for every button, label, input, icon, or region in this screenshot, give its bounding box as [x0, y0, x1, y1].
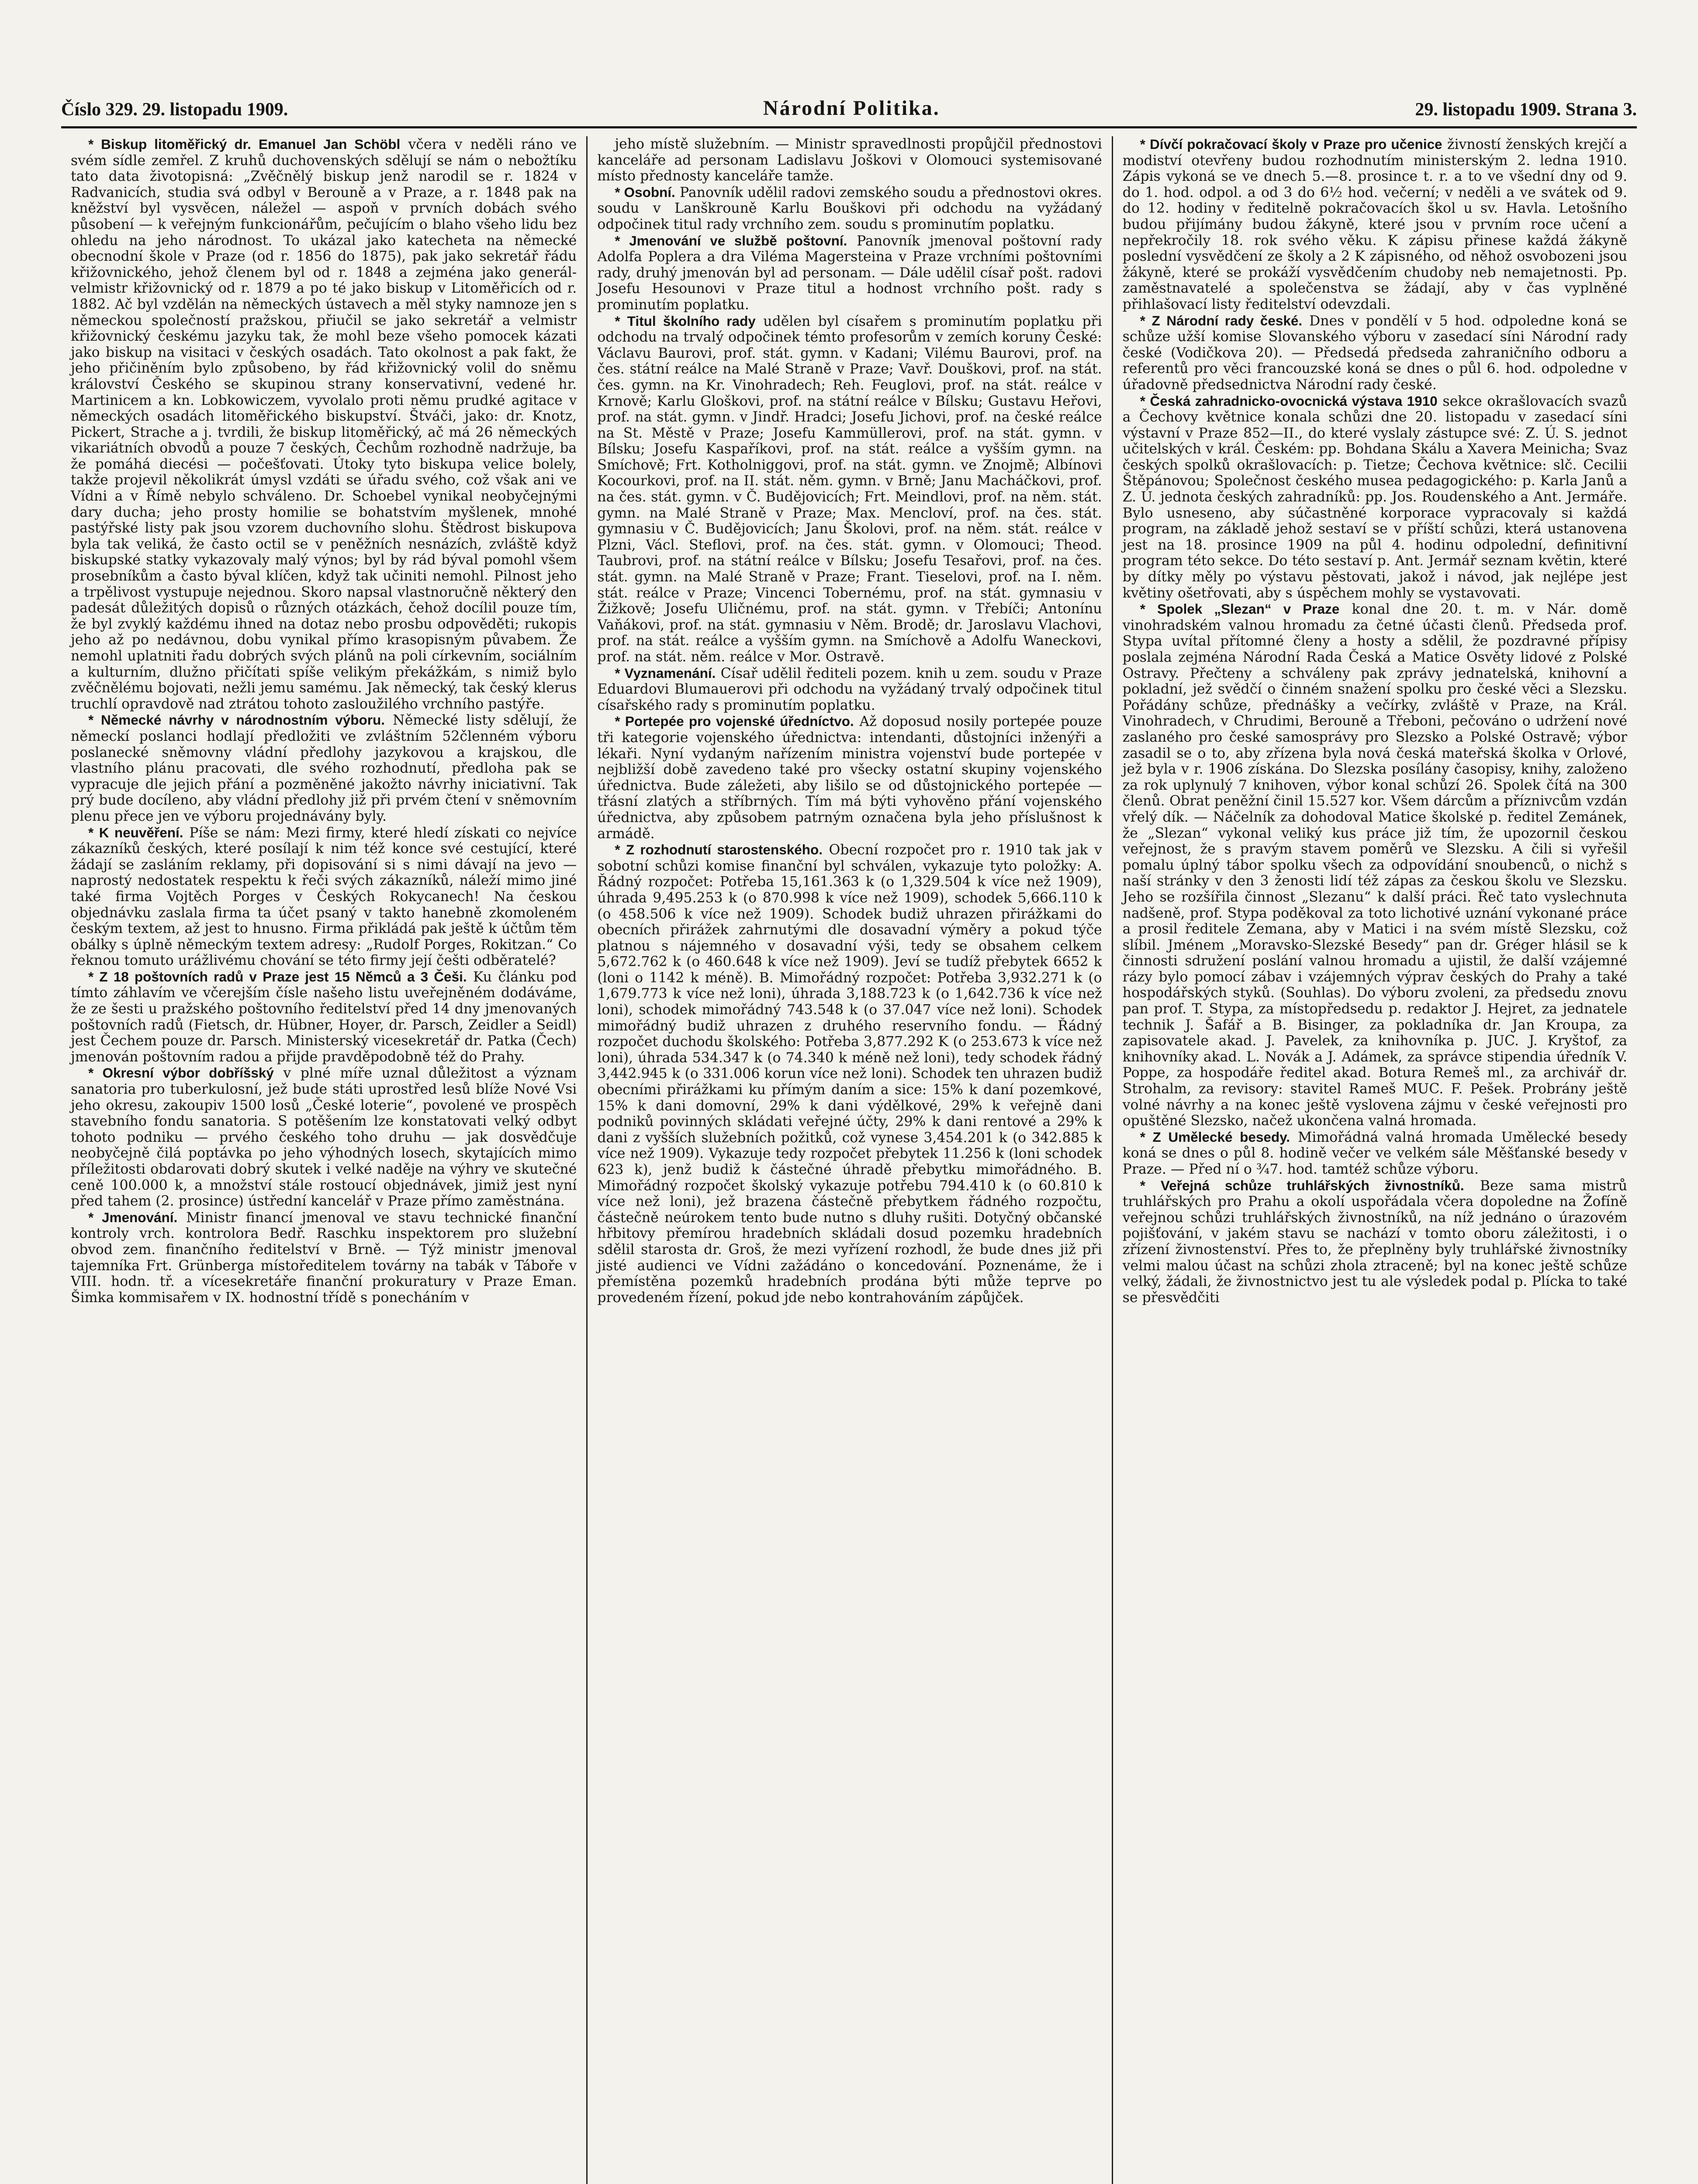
article-paragraph	[597, 233, 1102, 313]
article-body: včera v neděli ráno ve svém sídle zemřel. Z kruhů duchovenských sdělují se nám o nebožtíku tato data životopisná: „Zvěčnělý biskup jenž narodil se r. 1824 v Radvanicích, studia svá odbyl v Berouně a v Praze, a r. 1848 pak na kněžství byl vysvěcen, náležel — aspoň v prvních dobách svého působení — k veřejným funkcionářům, pečujícím o blaho všeho lidu bez ohledu na jeho národnost. To ukázal jako katecheta na německé obecnodní škole v Praze (od r. 1856 do 1875), pak jako sekretář řádu křižovnického, jehož členem byl od r. 1848 a zejména jako generál-velmistr křižovnický od r. 1879 a po té jako biskup v Litoměřicích od r. 1882. Ač byl vzdělán na německých ústavech a měl styky namnoze jen s německou společností pražskou, přiučil se jako sekretář a velmistr křižovnický českému jazyku tak, že mohl beze všeho pomocek kázati jako biskup na visitaci v českých osadách. Tato okolnost a pak fakt, že jeho přičiněním bylo způsobeno, by řád křižovnický volil do sněmu království Českého se skupinou strany konservativní, vedené hr. Martinicem a kn. Lobkowiczem, vyvolalo proti němu prudké agitace v německých osadách litoměřického biskupství. Štváči, jako: dr. Knotz, Pickert, Strache a j. tvrdili, že biskup litoměřický, ač má 26 německých vikariátních obvodů a pouze 7 českých, Čechům rozhodně nadržuje, ba že pomáhá diecési — počešťovati. Útoky tyto biskupa velice bolely, takže projevil několikrát úmysl vzdáti se úřadu svého, což však ani ve Vídni a v Římě nebylo schváleno. Dr. Schoebel vynikal neobyčejnými dary ducha; jeho prosty homilie se bohatstvím myšlenek, mnohé pastýřské listy pak jsou vzorem duchovního slohu. Štědrost biskupova byla tak veliká, že často octil se v peněžních nesnázích, zvláště když biskupské statky vykazovaly malý výnos; byl by rád býval pomohl všem prosebníkům a často býval klíčen, když tak učiniti nemohl. Pilnost jeho a trpělivost vystupuje nejednou. Skoro napsal vlastnoručně některý den padesát důležitých dopisů o různých otázkách, čehož docílil pouze tím, že byl zvyklý každému ihned na dotaz nebo prosbu odpověděti; rukopis jeho až po nedávnou, dobu vynikal přímo krasopisným půvabem. Že nemohl uplatniti řadu dobrých svých plánů na poli církevním, sociálním a kulturním, dlužno přičítati spíše velikým překážkám, s nimiž bylo zvěčnělému bojovati, nežli jemu samému. Jak německý, tak český klerus truchlí opravdově nad ztrátou tohoto zasloužilého vrchního pastýře.	[71, 137, 577, 712]
article-paragraph	[1123, 601, 1627, 1129]
article-paragraph	[597, 713, 1102, 842]
article-headline: * Z Národní rady české.	[1140, 312, 1303, 328]
article-headline: * Dívčí pokračovací školy v Praze pro učenice	[1140, 136, 1442, 152]
article-paragraph	[597, 136, 1102, 184]
article-body: Beze sama mistrů truhlářských pro Prahu a okolí uspořádala včera dopoledne na Žofíně veřejnou schůzi truhlářských živnostníků, na níž jednáno o úrazovém pojišťování, v jakém stavu se nachází v tomto oboru záležitosti, i o zřízení živnostenství. Přes to, že přeplněny byly truhlářské živnostníky velmi malou účast na schůzi zhola ztraceně; byl na konec ještě schůze velký, žádali, že živnostnictvo jest tu ale výsledek podal p. Plícka to také se přesvědčiti	[1122, 1178, 1628, 1306]
article-paragraph	[597, 842, 1102, 1306]
article-body: Obecní rozpočet pro r. 1910 tak jak v sobotní schůzi komise finanční byl schválen, vykazuje tyto položky: A. Řádný rozpočet: Potřeba 15,161.363 k (o 1,329.504 k více než 1909), úhrada 9,495.253 k (o 870.998 k více než 1909), schodek 5,666.110 k (o 458.506 k více než 1909). Schodek budiž uhrazen přirážkami do obecních přirážek zahrnutými dle dosavadní výměry a pokud týče platnou s nájemného v dosavadní výši, tedy se obsahem celkem 5,672.762 k (o 460.648 k více než 1909). Jeví se tudíž přebytek 6652 k (loni o 1142 k méně). B. Mimořádný rozpočet: Potřeba 3,932.271 k (o 1,679.773 k více než loni), úhrada 3,188.723 k (o 1,642.736 k více než loni), schodek mimořádný 743.548 k (o 37.047 více než loni). Schodek mimořádný budiž uhrazen z druhého reservního fondu. — Řádný rozpočet duchodu školského: Potřeba 3,877.292 K (o 253.673 k více než loni), úhrada 534.347 k (o 74.340 k méně než loni), tedy schodek řádný 3,442.945 k (o 331.006 korun více než loni). Schodek ten uhrazen budiž obecními přirážkami ku přímým daním a sice: 15% k daní pozemkové, 15% k dani domovní, 29% k dani výdělkové, 29% k veřejně dani podniků povinných skládati veřejné účty, 29% k dani rentové a 29% k dani z vyšších služebních požitků, což vynese 3,454.201 k (o 342.885 k více než 1909). Vykazuje tedy rozpočet přebytek 11.256 k (loni schodek 623 k), jenž budiž k částečné úhradě přebytku mimořádného. B. Mimořádný rozpočet školský vykazuje potřebu 794.410 k (o 60.810 k více než loni), jež brazena částečně přebytkem řádného rozpočtu, částečně neúrokem tento bude nutno s dluhy rušiti. Dotyčný občanské hřbitovy přemírou hradebních skládali dosud pozemku hradebních sdělil starosta dr. Groš, že mezi vyřízení rozhodl, že bude dnes již při jisté audienci ve Vídni zažádáno o koncedování. Poznenáme, že i přemístěna pozemků hradebních prodána býti může teprve po provedeném řízení, pokud jde nebo kontrahováním zápůjček.	[597, 842, 1102, 1306]
article-headline: * Okresní výbor dobříšský	[88, 1065, 274, 1081]
article-body: Až doposud nosily portepée pouze tři kategorie vojenského úřednictva: intendanti, důstojníci inženýři a lékaři. Nyní vydaným nařízením ministra vojenství bude portepée v nejbližší době zavedeno také pro všecky ostatní skupiny vojenského úřednictva. Bude záležeti, aby lišilo se od důstojnického portepée — třásní zlatých a stříbrných. Tím má býti vyhověno přání vojenského úřednictva, aby způsobem patrným označena byla jeho příslušnost k armádě.	[597, 714, 1102, 842]
newspaper-title: Národní Politika.	[763, 97, 940, 120]
article-headline: * Veřejná schůze truhlářských živnostníků.	[1140, 1177, 1464, 1193]
article-columns	[52, 136, 1646, 2184]
article-paragraph	[1123, 1178, 1627, 1306]
article-body: Ku článku pod tímto záhlavím ve včerejším čísle našeho listu uveřejněném dodáváme, že ze šesti u pražského poštovního ředitelství před 14 dny jmenovaných poštovních radů (Fietsch, dr. Hübner, Hoyer, dr. Parsch, Zeidler a Seidl) jest Čechem pouze dr. Parsch. Ministerský vicesekretář dr. Patka (Čech) jmenován poštovním radou a přijde pravděpodobně též do Prahy.	[71, 969, 577, 1065]
article-headline: * Jmenování ve službě poštovní.	[615, 232, 847, 249]
article-headline: * Biskup litoměřický dr. Emanuel Jan Schöbl	[88, 136, 401, 152]
article-headline: * Z Umělecké besedy.	[1140, 1129, 1290, 1145]
article-paragraph	[71, 825, 577, 969]
article-headline: * Jmenování.	[88, 1209, 178, 1225]
article-paragraph	[597, 665, 1102, 714]
header-rule	[61, 126, 1637, 128]
article-headline: * Česká zahradnicko-ovocnická výstava 1910	[1140, 393, 1438, 409]
header-page-number: 29. listopadu 1909. Strana 3.	[1415, 100, 1637, 120]
article-paragraph	[71, 136, 577, 712]
column-3	[1112, 136, 1637, 2184]
column-1	[61, 136, 586, 2184]
column-2	[586, 136, 1111, 2184]
article-paragraph	[1123, 393, 1627, 601]
article-headline: * Vyznamenání.	[615, 665, 716, 681]
article-body: Ministr financí jmenoval ve stavu technické finanční kontroly vrch. kontrolora Bedř. Raschku inspektorem pro služební obvod zem. finančního ředitelství v Brně. — Týž ministr jmenoval tajemníka Frt. Grünberga místoředitelem továrny na tabák v Táboře v VIII. hodn. tř. a vícesekretáře finanční prokuratury v Praze Eman. Šimka kommisařem v IX. hodnostní třídě s ponecháním v	[71, 1209, 577, 1306]
article-headline: * Portepée pro vojenské úředníctvo.	[615, 713, 854, 729]
article-body: Císař udělil řediteli pozem. knih u zem. soudu v Praze Eduardovi Blumauerovi při odchodu na vyžádaný trvalý odpočinek titul císařského rady s prominutím poplatku.	[597, 665, 1102, 713]
article-body: Mimořádná valná hromada Umělecké besedy koná se dnes o půl 8. hodině večer ve velkém sále Měšťanské besedy v Praze. — Před ní o ¾7. hod. tamtéž schůze výboru.	[1122, 1129, 1627, 1177]
article-body: Panovník udělil radovi zemského soudu a přednostovi okres. soudu v Lanškrouně Karlu Bouškovi při odchodu na vyžádaný odpočinek titul rady vrchního zem. soudu s prominutím poplatku.	[597, 184, 1102, 232]
article-paragraph	[597, 313, 1102, 665]
article-paragraph	[71, 969, 577, 1065]
article-paragraph	[1123, 313, 1627, 393]
article-paragraph	[71, 1209, 577, 1306]
article-body: Panovník jmenoval poštovní rady Adolfa Poplera a dra Viléma Magersteina v Praze vrchními poštovními rady, druhý jmenován byl ad personam. — Dále udělil císař pošt. radovi Josefu Hesounovi v Praze titul a hodnost vrchního pošt. rady s prominutím poplatku.	[597, 233, 1102, 313]
article-body: živností ženských krejčí a modiství otevřeny budou rozhodnutím ministerským 2. ledna 1910. Zápis vykoná se ve dnech 5.—8. prosince t. r. a to ve všední dny od 9. do 1. hod. odpol. a od 3 do 6½ hod. večerní; v neděli a ve svátek od 9. do 12. hodiny v ředitelně pokračovacích škol u sv. Havla. Letošního budou přijímány budou žákyně, které jsou v prvním roce učení a nepřekročily 18. rok svého věku. K zápisu přinese každá žákyně poslední vysvědčení ze školy a 2 K zápisného, od něhož osvobozeni jsou žákyně, které se prokáží vysvědčením chudoby neb nemajetnosti. Pp. zaměstnavatelé a společenstva se žádají, aby v čas vyplněné přihlašovací listy ředitelství odevzdali.	[1122, 137, 1627, 312]
article-body: v plné míře uznal důležitost a význam sanatoria pro tuberkulosní, jež bude státi uprostřed lesů blíže Nové Vsi jeho okresu, zakoupiv 1500 losů „České loterie“, povolené ve prospěch stavebního fondu sanatoria. S potěšením lze konstatovati velký odbyt tohoto podniku — prvého českého toho druhu — jak dosvědčuje neobyčejně čilá poptávka po jeho výhodných losech, skytajících mimo příležitosti obdarovati dobrý skutek i velké naděje na výhry ve skutečné ceně 100.000 k, a množství stále rostoucí objednávek, jimiž jest nyní před tahem (2. prosince) ústřední kancelář v Praze přímo zaměstnána.	[71, 1065, 577, 1209]
article-headline: * Z 18 poštovních radů v Praze jest 15 Němců a 3 Češi.	[88, 968, 467, 985]
article-body: jeho místě služebním. — Ministr spravedlnosti propůjčil přednostovi kanceláře ad personam Ladislavu Joškovi v Olomouci systemisované místo přednosty kanceláře tamže.	[597, 136, 1102, 184]
article-body: Dnes v pondělí v 5 hod. odpoledne koná se schůze užší komise Slovanského výboru v zasedací síni Národní rady české (Vodičkova 20). — Předsedá předseda zahraničního odboru a referentů pro věci francouzské koná se dnes o půl 6. hod. odpoledne v úřadovně předsednictva Národní rady české.	[1122, 313, 1627, 393]
article-paragraph	[1123, 136, 1627, 313]
article-paragraph	[597, 184, 1102, 233]
article-paragraph	[1123, 1129, 1627, 1178]
article-headline: * K neuvěření.	[88, 824, 183, 840]
article-paragraph	[71, 712, 577, 824]
article-body: konal dne 20. t. m. v Nár. domě vinohradském valnou hromadu za četné účasti členů. Předseda prof. Stypa uvítal přítomné členy a hosty a sdělil, že pozdravné přípisy poslala zejména Národní Rada Česká a Matice Osvěty lidové z Polské Ostravy. Přečteny a schváleny pak zprávy jednatelská, knihovní a pokladní, jež svědčí o činném snažení spolku pro české věci a Slezsku. Pořádány schůze, přednášky a večírky, zvláště v Praze, na Král. Vinohradech, v Chrudimi, Berouně a Třeboni, pečováno o udržení nové zaslaného pro české samosprávy pro Slezsko a Polské Ostravě; výbor zasadil se o to, aby zřízena byla nová česká mateřská školka v Orlové, jež byla v r. 1906 získána. Do Slezska posílány časopisy, knihy, založeno za rok uplynulý 7 knihoven, výbor konal schůzí 26. Spolek čítá na 300 členů. Obrat peněžní činil 15.527 kor. Všem dárcům a příznivcům vzdán vřelý dík. — Náčelník za dohodoval Matice školské p. ředitel Zemánek, že „Slezan“ vykonal veliký kus práce již tím, že upozornil českou veřejnost, že s pravým stavem poměrů ve Slezsku. A čili si vyřešil pomalu úplný tábor spolku všech za odpovídání snoubenců, o nichž s naší stránky v den 3 ženosti lidí též zápas za českou školu ve Slezsku. Jeho se rozšířila činnost „Slezanu“ k další práci. Řeč tato vyslechnuta nadšeně, prof. Stypa poděkoval za toto lichotivé uznání vykonané práce a prosil ředitele Zemana, aby v Matici i na svém místě Slezsku, což slíbil. Jménem „Moravsko-Slezské Besedy“ pan dr. Gréger hlásil se k činnosti sdružení poslání valnou hromadu a ujistil, že další vzájemné rázy bylo pomocí zábav i vzájemných výprav českých do Prahy a také hospodářských styků. (Souhlas). Do výboru zvoleni, za předsedu znovu pan prof. T. Stypa, za místopředsedu p. redaktor J. Hejret, za jednatele technik J. Šafář a B. Bisinger, za pokladníka dr. Jan Kroupa, za zapisovatele akad. J. Pavelek, za knihovníka p. JUC. J. Kryštof, za knihovníky akad. L. Novák a J. Adámek, za správce stipendia úředník V. Poppe, za hospodáře ředitel akad. Botura Remeš ml., za archivář dr. Strohalm, za revisory: stavitel Rameš MUC. F. Pešek. Probrány ještě volné návrhy a na konec ještě vyslovena zájmu v české veřejnosti pro opuštěné Slezsko, načež ukončena valná hromada.	[1122, 601, 1627, 1129]
article-body: udělen byl císařem s prominutím poplatku při odchodu na trvalý odpočinek témto profesorům v zemích koruny České: Václavu Baurovi, prof. stát. gymn. v Kadani; Vilému Baurovi, prof. na čes. státní reálce na Malé Straně v Praze; Vavř. Douškovi, prof. na stát. čes. gymn. na Kr. Vinohradech; Reh. Feuglovi, prof. na stát. reálce v Krnově; Karlu Gloškovi, prof. na státní reálce v Bílsku; Gustavu Heřovi, prof. na stát. gymn. v Jindř. Hradci; Josefu Jichovi, prof. na české reálce na St. Městě v Praze; Josefu Kammüllerovi, prof. na stát. gymn. v Bílsku; Josefu Kaspaříkovi, prof. na stát. reálce a vyšším gymn. na Smíchově; Frt. Kotholniggovi, prof. na stát. gymn. ve Znojmě; Albínovi Kocourkovi, prof. na II. stát. něm. gymn. v Brně; Janu Macháčkovi, prof. na čes. stát. gymn. v Č. Budějovicích; Frt. Meindlovi, prof. na něm. stát. gymn. na Malé Straně v Praze; Max. Mencloví, prof. na čes. stát. gymnasiu v Č. Budějovicích; Janu Školovi, prof. na něm. stát. reálce v Plzni, Václ. Steflovi, prof. na čes. stát. gymn. v Olomouci; Theod. Taubrovi, prof. na státní reálce v Bílsku; Josefu Tesařovi, prof. na čes. stát. gymn. na Malé Straně v Praze; Frant. Tieselovi, prof. na I. něm. stát. reálce v Praze; Vincenci Tobernému, prof. na stát. gymnasiu v Žižkově; Josefu Uličnému, prof. na stát. gymn. v Třebíči; Antonínu Vaňákovi, prof. na stát. gymnasiu v Něm. Brodě; dr. Jaroslavu Vlachovi, prof. na stát. reálce a vyšším gymn. na Smíchově a Adolfu Waneckovi, prof. na stát. něm. reálce v Mor. Ostravě.	[597, 313, 1102, 665]
page-header	[52, 94, 1646, 120]
article-paragraph	[71, 1065, 577, 1209]
article-headline: * Osobní.	[615, 184, 675, 200]
article-headline: * Německé návrhy v národnostním výboru.	[88, 712, 385, 728]
header-issue-date: Číslo 329. 29. listopadu 1909.	[61, 100, 288, 120]
article-body: Píše se nám: Mezi firmy, které hledí získati co nejvíce zákazníků českých, které posílají k nim též konce své cestující, které žádají se zasláním reklamy, při dopisování si s nimi dávají na jevo — naprostý nedostatek respektu k řeči svých zákazníků, náleží mimo jiné také firma Vojtěch Porges v Českých Rokycanech! Na českou objednávku zaslala firma ta účet psaný v takto hanebně zkomoleném českým textem, až jest to hnusno. Firma přikládá pak ještě k účtům těm obálky s úplně německým textem adresy: „Rudolf Porges, Rokitzan.“ Co řeknou tomuto urážlivému chování se této firmy její češti odběratelé?	[71, 825, 577, 969]
article-headline: * Titul školního rady	[615, 313, 756, 329]
article-headline: * Spolek „Slezan“ v Praze	[1140, 601, 1340, 617]
article-headline: * Z rozhodnutí starostenského.	[615, 842, 823, 858]
article-body: sekce okrašlovacích svazů a Čechovy květnice konala schůzi dne 20. listopadu v zasedací síni výstavní v Praze 852—II., do které vyslaly zástupce své: Z. Ú. S. jednot učitelských v král. Českém: pp. Bohdana Skálu a Xavera Meinicha; Svaz českých spolků okrašlovacích: p. Tietze; Čechova květnice: slč. Cecilii Štěpánovou; Společnost českého musea pedagogického: p. Karla Janů a Z. Ú. jednota českých zahradníků: pp. Jos. Roudenského a Ant. Jermáře. Bylo usneseno, aby súčastněné korporace vypracovaly si každá program, na základě jehož sestaví se v příští schůzi, která ustanovena jest na 18. prosince 1909 na půl 4. hodinu odpolední, definitivní program této sekce. Do této sestaví p. Ant. Jermář seznam květin, které by dítky měly po výstavu pěstovati, jakož i návod, jak nejlépe jest květiny ošetřovati, aby s úspěchem mohly se vystavovati.	[1122, 393, 1627, 601]
article-body: Německé listy sdělují, že německí poslanci hodlají předložiti ve zvláštním 52členném výboru poslanecké sněmovny vládní předlohy jazykovou a krajskou, dle vlastního plánu pracovati, dle svého rozhodnutí, předloha pak se vypracuje dle jejich přání a pozměněné jakožto návrhy iniciativní. Tak prý bude docíleno, aby vládní předlohy již při prvém čtení v sněmovním plenu přece jen ve výboru projednávány byly.	[71, 712, 577, 824]
